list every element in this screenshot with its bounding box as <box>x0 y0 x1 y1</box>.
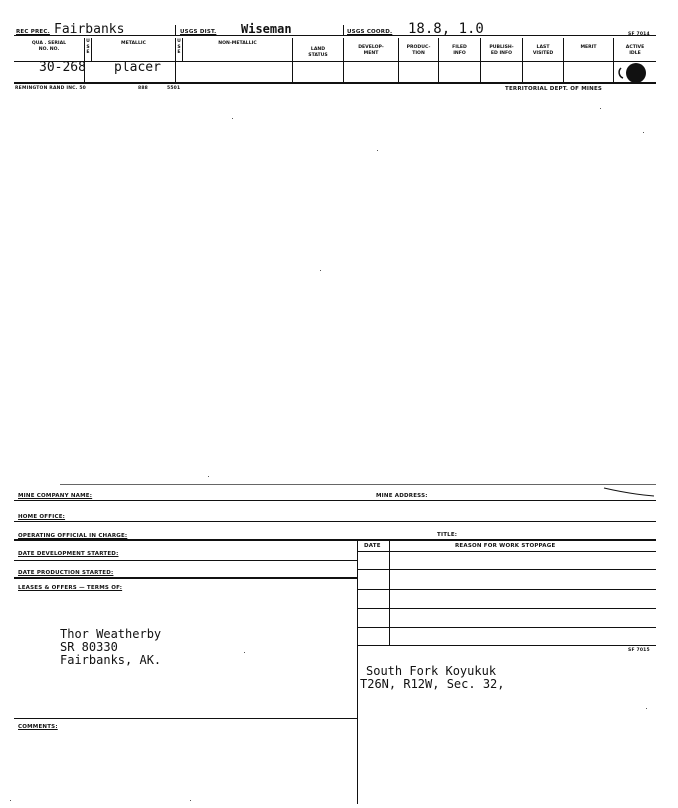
form-number-2: SF 7015 <box>628 648 650 653</box>
leases-offers-label: LEASES & OFFERS — TERMS OF: <box>18 585 123 591</box>
col-header-active-idle: ACTIVE IDLE <box>625 45 645 56</box>
col-line <box>292 38 293 82</box>
row-rule <box>357 569 656 570</box>
lease-line: Thor Weatherby <box>60 627 162 641</box>
location-line: T26N, R12W, Sec. 32, <box>360 677 505 691</box>
col-header-development: DEVELOP- MENT <box>358 45 384 56</box>
lease-line: Fairbanks, AK. <box>60 653 162 667</box>
date-column-label: DATE <box>364 543 381 549</box>
header-separator <box>175 25 176 35</box>
col-header-use: U S E <box>86 39 90 55</box>
form-number: SF 7014 <box>628 32 650 37</box>
col-header-last-visited: LAST VISITED <box>532 45 554 56</box>
comments-label: COMMENTS: <box>18 724 58 730</box>
scan-speck <box>600 108 601 109</box>
mine-company-name-label: MINE COMPANY NAME: <box>18 493 93 499</box>
printer-imprint: REMINGTON RAND INC. 50 <box>15 86 86 91</box>
print-code-1: 888 <box>138 86 148 91</box>
col-header-filed-info: FILED INFO <box>452 45 467 56</box>
rec-prec-value: Fairbanks <box>54 22 125 37</box>
scan-speck <box>320 270 321 271</box>
col-header-metallic: METALLIC <box>121 41 146 46</box>
work-stoppage-label: REASON FOR WORK STOPPAGE <box>455 543 556 549</box>
location-details <box>360 665 505 691</box>
usgs-coord-label: USGS COORD. <box>347 29 393 35</box>
form-divider <box>357 539 358 804</box>
scan-speck <box>232 118 233 119</box>
quad-serial-value: 30-268 <box>39 60 86 75</box>
print-code-2: 5501 <box>167 86 181 91</box>
mine-address-label: MINE ADDRESS: <box>376 493 428 499</box>
scan-speck <box>190 800 191 801</box>
row-rule <box>14 521 656 522</box>
metallic-value: placer <box>114 60 161 75</box>
col-header-land-status: LAND STATUS <box>308 47 328 58</box>
col-header-merit: MERIT <box>580 45 597 50</box>
punch-hole-icon <box>612 61 650 85</box>
card-bottom-rule <box>14 82 656 84</box>
curl-mark-icon <box>600 484 656 500</box>
usgs-coord-value: 18.8, 1.0 <box>408 21 484 37</box>
row-rule <box>357 551 656 552</box>
stoppage-rule <box>357 608 656 609</box>
col-header-published-info: PUBLISH- ED INFO <box>489 45 514 56</box>
operating-official-label: OPERATING OFFICIAL IN CHARGE: <box>18 533 128 539</box>
title-label: TITLE: <box>437 532 458 538</box>
date-production-label: DATE PRODUCTION STARTED: <box>18 570 114 576</box>
stoppage-rule <box>357 589 656 590</box>
lease-line: SR 80330 <box>60 640 118 654</box>
form-top-rule <box>60 484 656 485</box>
row-rule <box>14 577 357 579</box>
scan-speck <box>646 708 647 709</box>
date-development-label: DATE DEVELOPMENT STARTED: <box>18 551 119 557</box>
scan-speck <box>377 150 378 151</box>
row-rule <box>14 539 656 541</box>
header-separator <box>343 25 344 35</box>
lease-details <box>60 628 161 667</box>
usgs-dist-value: Wiseman <box>241 22 292 36</box>
department-imprint: TERRITORIAL DEPT. OF MINES <box>505 86 603 92</box>
rec-prec-label: REC PREC. <box>16 29 50 35</box>
scan-speck <box>208 476 209 477</box>
scan-speck <box>643 132 644 133</box>
scan-speck <box>244 652 245 653</box>
stoppage-rule <box>357 645 656 646</box>
col-header-use: U S E <box>177 39 181 55</box>
col-header-qua-serial: QUA . SERIAL NO. NO. <box>31 41 67 52</box>
row-rule <box>14 500 656 501</box>
stoppage-rule <box>357 627 656 628</box>
col-header-non-metallic: NON-METALLIC <box>218 41 257 46</box>
date-col-divider <box>389 539 390 645</box>
row-rule <box>14 560 357 561</box>
location-line: South Fork Koyukuk <box>366 664 497 678</box>
col-header-production: PRODUC- TION <box>406 45 431 56</box>
scan-speck <box>10 800 11 801</box>
usgs-dist-label: USGS DIST. <box>180 29 217 35</box>
columns-rule <box>14 61 656 62</box>
comments-rule <box>14 718 357 719</box>
home-office-label: HOME OFFICE: <box>18 514 66 520</box>
